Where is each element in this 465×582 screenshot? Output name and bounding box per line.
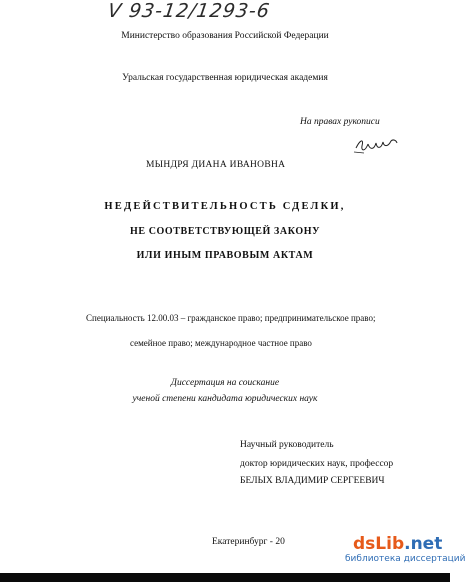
signature-icon (352, 132, 400, 158)
ministry-line: Министерство образования Российской Федерации (121, 31, 329, 41)
thesis-title-line-2: НЕ СООТВЕТСТВУЮЩЕЙ ЗАКОНУ (129, 226, 321, 237)
dissertation-type-line-1: Диссертация на соискание (170, 378, 280, 388)
manuscript-rights-label: На правах рукописи (300, 117, 380, 127)
academy-line: Уральская государственная юридическая академия (122, 73, 328, 83)
dslib-subtitle: библиотека диссертаций (345, 554, 465, 564)
scan-bottom-edge (0, 573, 450, 582)
thesis-title-line-1: НЕДЕЙСТВИТЕЛЬНОСТЬ СДЕЛКИ, (104, 201, 346, 212)
dissertation-type-line-2: ученой степени кандидата юридических наук (132, 394, 318, 404)
advisor-label: Научный руководитель (240, 440, 334, 450)
advisor-degree: доктор юридических наук, профессор (240, 459, 394, 469)
dslib-watermark[interactable] (345, 534, 465, 570)
city-year: Екатеринбург - 20 (212, 537, 285, 547)
specialty-line-1: Специальность 12.00.03 – гражданское право; предпринимательское право; (86, 313, 376, 323)
specialty-line-2: семейное право; международное частное право (130, 338, 312, 348)
dslib-logo-part-2: .net (404, 534, 443, 554)
dslib-logo-part-1: dsLib (353, 534, 405, 554)
handwritten-archive-code: V 93-12/1293-6 (106, 0, 272, 22)
thesis-title-line-3: ИЛИ ИНЫМ ПРАВОВЫМ АКТАМ (136, 250, 314, 261)
author-name: МЫНДРЯ ДИАНА ИВАНОВНА (146, 160, 286, 170)
advisor-name: БЕЛЫХ ВЛАДИМИР СЕРГЕЕВИЧ (240, 476, 385, 486)
dslib-logo (353, 534, 442, 554)
